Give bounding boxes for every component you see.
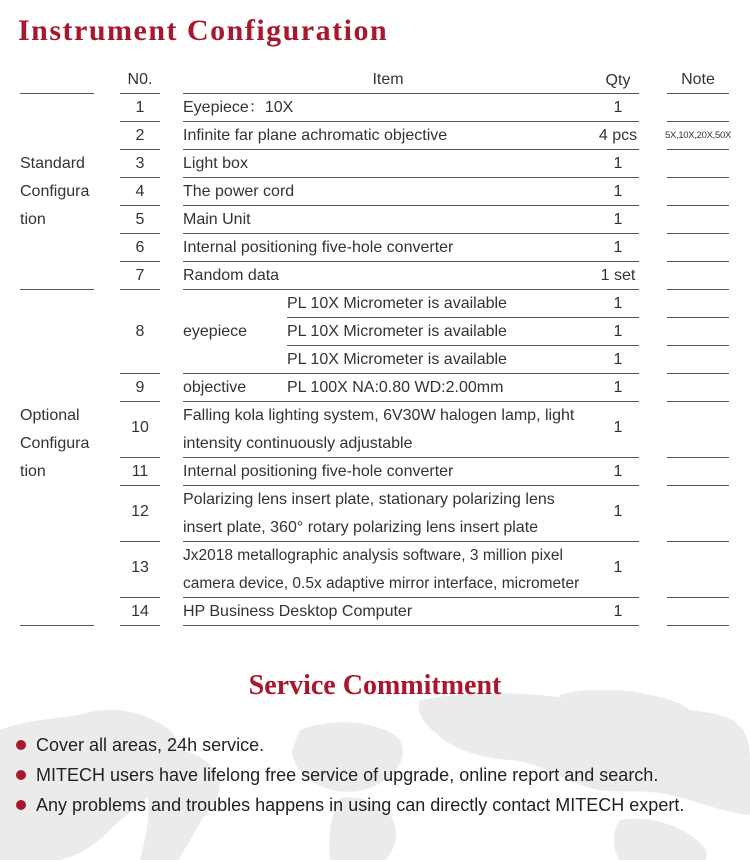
table-rule-line: [183, 541, 598, 542]
row-no: 13: [131, 559, 149, 576]
table-rule-line: [667, 345, 729, 346]
table-rule-line: [120, 93, 160, 94]
service-item: [16, 760, 658, 790]
row-item: Random data: [183, 267, 280, 284]
row-qty: 1: [613, 559, 623, 576]
table-rule-line: [120, 205, 160, 206]
table-rule-line: [597, 597, 639, 598]
service-item-text: Cover all areas, 24h service.: [36, 734, 265, 755]
table-rule-line: [667, 289, 729, 290]
row-item: Infinite far plane achromatic objective: [183, 127, 448, 144]
table-rule-line: [667, 121, 729, 122]
table-rule-line: [667, 625, 729, 626]
table-rule-line: [667, 597, 729, 598]
table-rule-line: [120, 457, 160, 458]
table-rule-line: [287, 345, 598, 346]
table-rule-line: [183, 177, 598, 178]
table-rule-line: [597, 233, 639, 234]
row-no: 8: [135, 323, 145, 340]
row-qty: 1: [613, 211, 623, 228]
header-item: Item: [372, 71, 404, 88]
row-qty: 1: [613, 155, 623, 172]
row-subitem: PL 10X Micrometer is available: [287, 351, 507, 368]
row-item: Main Unit: [183, 211, 251, 228]
table-rule-line: [667, 205, 729, 206]
table-rule-line: [183, 373, 598, 374]
table-rule-line: [597, 625, 639, 626]
group-optional-line1: Optional: [20, 407, 80, 424]
table-rule-line: [183, 289, 598, 290]
table-rule-line: [597, 289, 639, 290]
table-rule-line: [597, 373, 639, 374]
row-qty: 1: [613, 351, 623, 368]
table-rule-line: [667, 401, 729, 402]
group-optional-line2: Configura: [20, 435, 90, 452]
header-note: Note: [681, 71, 715, 88]
table-rule-line: [120, 149, 160, 150]
bullet-dot-icon: [16, 740, 26, 750]
row-qty: 1: [613, 419, 623, 436]
group-standard-line2: Configura: [20, 183, 90, 200]
table-rule-line: [183, 261, 598, 262]
table-rule-line: [120, 373, 160, 374]
row-item: Falling kola lighting system, 6V30W halogen lamp, light intensity continuously adjustable: [183, 407, 575, 452]
table-rule-line: [183, 485, 598, 486]
row-no: 12: [131, 503, 149, 520]
row-no: 7: [135, 267, 145, 284]
row-no: 5: [135, 211, 145, 228]
row-item: Internal positioning five-hole converter: [183, 463, 454, 480]
table-rule-line: [667, 261, 729, 262]
table-rule-line: [597, 457, 639, 458]
row-qty: 1: [613, 99, 623, 116]
table-rule-line: [597, 93, 639, 94]
table-rule-line: [667, 149, 729, 150]
row-qty: 1: [613, 183, 623, 200]
page-title: Instrument Configuration: [18, 14, 389, 47]
table-rule-line: [120, 177, 160, 178]
row-subitem: PL 10X Micrometer is available: [287, 295, 507, 312]
table-rule-line: [597, 177, 639, 178]
table-rule-line: [120, 597, 160, 598]
row-no: 1: [135, 99, 145, 116]
table-rule-line: [667, 457, 729, 458]
row-no: 3: [135, 155, 145, 172]
table-rule-line: [183, 625, 598, 626]
table-rule-line: [597, 261, 639, 262]
row-qty: 4 pcs: [598, 127, 638, 144]
table-rule-line: [183, 121, 598, 122]
row-qty: 1: [613, 603, 623, 620]
row-no: 14: [131, 603, 149, 620]
row-item: Eyepiece：10X: [183, 99, 294, 116]
table-rule-line: [667, 177, 729, 178]
table-rule-line: [120, 401, 160, 402]
row-no: 2: [135, 127, 145, 144]
service-item-text: Any problems and troubles happens in using can directly contact MITECH expert.: [36, 794, 685, 815]
table-rule-line: [120, 233, 160, 234]
table-rule-line: [183, 401, 598, 402]
row-no: 9: [135, 379, 145, 396]
table-rule-line: [20, 93, 94, 94]
row-item: Light box: [183, 155, 248, 172]
table-rule-line: [120, 261, 160, 262]
table-rule-line: [120, 121, 160, 122]
table-rule-line: [183, 149, 598, 150]
service-title: Service Commitment: [248, 670, 502, 701]
table-rule-line: [597, 541, 639, 542]
table-rule-line: [20, 289, 94, 290]
row-no: 6: [135, 239, 145, 256]
table-rule-line: [183, 597, 598, 598]
row-qty: 1: [613, 295, 623, 312]
row-subitem: PL 10X Micrometer is available: [287, 323, 507, 340]
table-rule-line: [597, 345, 639, 346]
table-rule-line: [667, 233, 729, 234]
row-qty: 1: [613, 239, 623, 256]
row-item: The power cord: [183, 183, 295, 200]
table-rule-line: [120, 485, 160, 486]
table-rule-line: [120, 625, 160, 626]
row-qty: 1: [613, 379, 623, 396]
table-rule-line: [20, 625, 94, 626]
row-qty: 1: [613, 503, 623, 520]
service-item: [16, 790, 684, 820]
row-no: 4: [135, 183, 145, 200]
table-rule-line: [667, 541, 729, 542]
table-rule-line: [597, 205, 639, 206]
bullet-dot-icon: [16, 800, 26, 810]
table-rule-line: [287, 317, 598, 318]
bullet-dot-icon: [16, 770, 26, 780]
table-rule-line: [183, 457, 598, 458]
row-item: HP Business Desktop Computer: [183, 603, 413, 620]
row-subitem: PL 100X NA:0.80 WD:2.00mm: [287, 379, 504, 396]
table-rule-line: [597, 485, 639, 486]
table-rule-line: [120, 541, 160, 542]
table-rule-line: [597, 149, 639, 150]
table-rule-line: [597, 121, 639, 122]
group-standard-line3: tion: [20, 211, 46, 228]
header-no: N0.: [127, 71, 153, 88]
table-rule-line: [183, 93, 598, 94]
table-rule-line: [597, 317, 639, 318]
table-rule-line: [597, 401, 639, 402]
row-item: Jx2018 metallographic analysis software, 3 million pixel camera device, 0.5x adaptive mirror interface, micrometer: [183, 547, 580, 592]
header-qty: Qty: [605, 72, 631, 89]
table-rule-line: [120, 289, 160, 290]
group-standard-line1: Standard: [20, 155, 85, 172]
table-rule-line: [667, 93, 729, 94]
table-rule-line: [183, 233, 598, 234]
row-no: 11: [131, 463, 149, 480]
row-item: Internal positioning five-hole converter: [183, 239, 454, 256]
row-item: eyepiece: [183, 323, 248, 340]
row-qty: 1: [613, 463, 623, 480]
table-rule-line: [667, 485, 729, 486]
group-optional-line3: tion: [20, 463, 46, 480]
row-item: Polarizing lens insert plate, stationary polarizing lens insert plate, 360° rotary polarizing lens insert plate: [183, 491, 555, 536]
row-qty: 1: [613, 323, 623, 340]
row-no: 10: [131, 419, 149, 436]
table-rule-line: [183, 205, 598, 206]
row-item: objective: [183, 379, 247, 396]
service-item: [16, 730, 264, 760]
table-rule-line: [667, 373, 729, 374]
row-qty: 1 set: [600, 267, 636, 284]
table-rule-line: [667, 317, 729, 318]
row-note: 5X,10X,20X,50X: [664, 130, 732, 141]
service-item-text: MITECH users have lifelong free service of upgrade, online report and search.: [36, 764, 659, 785]
